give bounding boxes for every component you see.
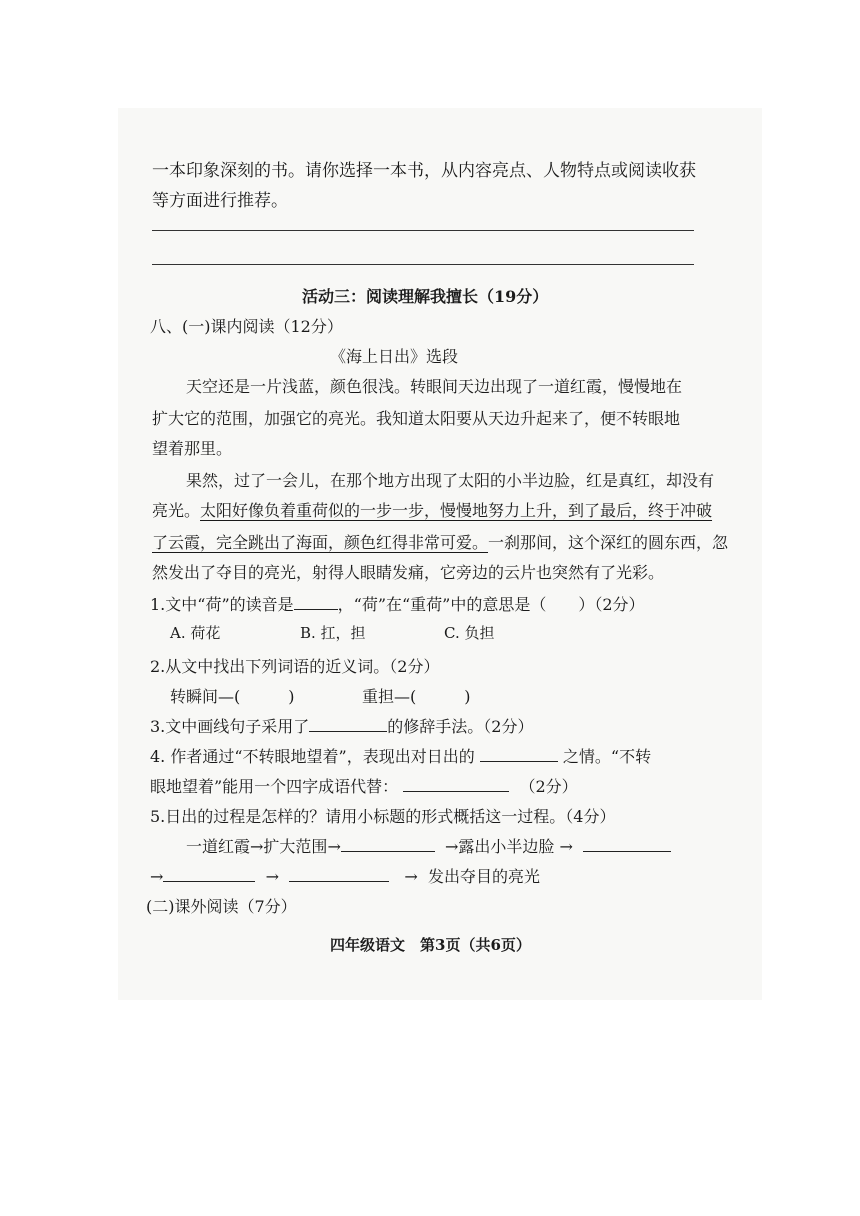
- intro-line-1: 一本印象深刻的书。请你选择一本书，从内容亮点、人物特点或阅读收获: [152, 161, 696, 181]
- passage-p2-line-3: [152, 530, 728, 553]
- passage-text: 一刹那间，这个深红的圆东西，忽: [488, 533, 729, 552]
- flow-step-1: 一道红霞: [186, 837, 251, 856]
- page-footer: 四年级语文 第3页（共6页）: [330, 936, 531, 954]
- activity-title: 活动三：阅读理解我擅长（19分）: [302, 287, 549, 306]
- question-1-text-end: ，“荷”在“重荷”中的意思是（ ）（2分）: [337, 595, 645, 614]
- arrow-icon: →: [327, 837, 341, 856]
- question-2-item-2: 重担—( ): [362, 687, 471, 706]
- arrow-icon: →: [265, 867, 279, 886]
- answer-blank[interactable]: [583, 835, 671, 852]
- passage-text: 亮光。: [152, 501, 201, 520]
- section-header: 八、(一)课内阅读（12分）: [150, 317, 343, 336]
- question-3-text-end: 的修辞手法。（2分）: [387, 717, 534, 736]
- answer-blank[interactable]: [289, 865, 389, 882]
- question-5-flow-line-2: [150, 864, 540, 887]
- flow-step-last: 发出夺目的亮光: [428, 867, 541, 886]
- answer-line-2: [152, 264, 694, 265]
- question-4-text-end: 之情。“不转: [562, 747, 652, 766]
- underlined-sentence-end: 了云霞，完全跳出了海面，颜色红得非常可爱。: [152, 533, 489, 552]
- question-1: [150, 592, 645, 615]
- section-2-header: (二)课外阅读（7分）: [146, 897, 297, 916]
- arrow-icon: →: [404, 867, 418, 886]
- question-2: 2.从文中找出下列词语的近义词。（2分）: [150, 657, 440, 676]
- question-4-text: 4. 作者通过“不转眼地望着”，表现出对日出的: [150, 747, 475, 766]
- question-3-text: 3.文中画线句子采用了: [150, 717, 310, 736]
- flow-step-2: 扩大范围: [263, 837, 328, 856]
- question-4-text-2: 眼地望着”能用一个四字成语代替：: [150, 777, 399, 796]
- intro-line-2: 等方面进行推荐。: [152, 191, 288, 211]
- question-1-text: 1.文中“荷”的读音是: [150, 595, 294, 614]
- answer-blank[interactable]: [403, 775, 509, 792]
- passage-p1-line-3: 望着那里。: [152, 439, 233, 458]
- arrow-icon: →: [150, 867, 164, 886]
- answer-blank[interactable]: [294, 593, 338, 610]
- flow-step-3: 露出小半边脸: [458, 837, 555, 856]
- passage-p2-line-4: 然发出了夺目的亮光，射得人眼睛发痛，它旁边的云片也突然有了光彩。: [152, 563, 665, 582]
- answer-blank[interactable]: [480, 745, 558, 762]
- question-5: 5.日出的过程是怎样的？请用小标题的形式概括这一过程。（4分）: [150, 807, 616, 826]
- underlined-sentence: 太阳好像负着重荷似的一步一步，慢慢地努力上升，到了最后，终于冲破: [200, 501, 713, 520]
- arrow-icon: →: [250, 837, 264, 856]
- passage-p2-line-2: [152, 498, 712, 521]
- question-4-line-2: [150, 774, 578, 797]
- answer-blank[interactable]: [309, 715, 387, 732]
- passage-p1-line-2: 扩大它的范围，加强它的亮光。我知道太阳要从天边升起来了，便不转眼地: [152, 409, 681, 428]
- passage-title: 《海上日出》选段: [330, 347, 459, 366]
- option-a: A. 荷花: [170, 624, 221, 642]
- arrow-icon: →: [445, 837, 459, 856]
- passage-p2-line-1: 果然，过了一会儿，在那个地方出现了太阳的小半边脸，红是真红，却没有: [186, 471, 715, 490]
- option-c: C. 负担: [444, 624, 495, 642]
- answer-blank[interactable]: [163, 865, 255, 882]
- passage-p1-line-1: 天空还是一片浅蓝，颜色很浅。转眼间天边出现了一道红霞，慢慢地在: [186, 377, 683, 396]
- question-4-score: （2分）: [519, 777, 578, 796]
- answer-line-1: [152, 230, 694, 231]
- question-5-flow-line-1: [186, 834, 671, 857]
- question-2-item-1: 转瞬间—( ): [170, 687, 295, 706]
- answer-blank[interactable]: [341, 835, 435, 852]
- arrow-icon: →: [559, 837, 573, 856]
- question-3: [150, 714, 533, 737]
- option-b: B. 扛，担: [300, 624, 366, 642]
- question-4-line-1: [150, 744, 651, 767]
